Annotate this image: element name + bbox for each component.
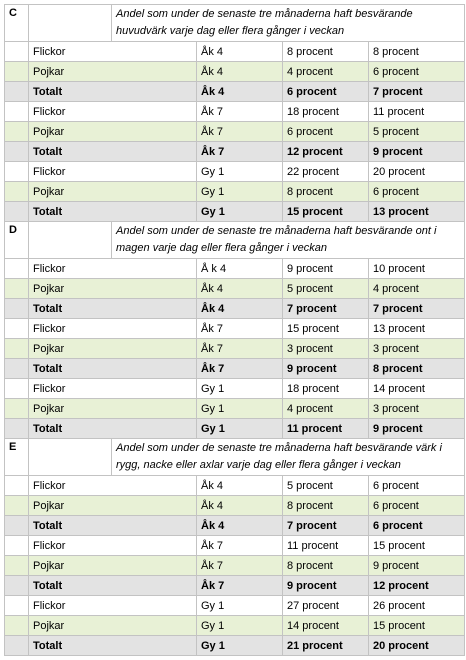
- row-value-1-cell: 11 procent: [283, 536, 369, 556]
- row-blank-cell: [5, 42, 29, 62]
- row-group-cell: Pojkar: [29, 279, 197, 299]
- row-blank-cell: [5, 516, 29, 536]
- row-value-2-cell: 8 procent: [369, 359, 465, 379]
- row-grade-cell: Gy 1: [197, 379, 283, 399]
- row-grade-cell: Gy 1: [197, 182, 283, 202]
- row-blank-cell: [5, 616, 29, 636]
- row-grade-cell: Åk 7: [197, 142, 283, 162]
- table-row: [5, 102, 465, 122]
- row-value-1-cell: 8 procent: [283, 556, 369, 576]
- row-group-cell: Flickor: [29, 596, 197, 616]
- row-value-2-cell: 6 procent: [369, 182, 465, 202]
- row-value-2-cell: 11 procent: [369, 102, 465, 122]
- row-value-1-cell: 18 procent: [283, 102, 369, 122]
- row-grade-cell: Åk 4: [197, 42, 283, 62]
- table-body: [5, 5, 465, 656]
- section-empty-cell: [29, 222, 112, 259]
- row-value-1-cell: 8 procent: [283, 182, 369, 202]
- table-row: [5, 142, 465, 162]
- row-grade-cell: Åk 4: [197, 299, 283, 319]
- row-grade-cell: Åk 4: [197, 279, 283, 299]
- row-blank-cell: [5, 202, 29, 222]
- row-value-1-cell: 21 procent: [283, 636, 369, 656]
- row-value-2-cell: 3 procent: [369, 399, 465, 419]
- row-value-1-cell: 18 procent: [283, 379, 369, 399]
- row-value-1-cell: 5 procent: [283, 476, 369, 496]
- row-value-2-cell: 9 procent: [369, 142, 465, 162]
- row-blank-cell: [5, 279, 29, 299]
- section-header-row: [5, 222, 465, 259]
- row-group-cell: Flickor: [29, 476, 197, 496]
- row-value-2-cell: 14 procent: [369, 379, 465, 399]
- row-value-1-cell: 14 procent: [283, 616, 369, 636]
- table-row: [5, 182, 465, 202]
- row-grade-cell: Gy 1: [197, 596, 283, 616]
- row-grade-cell: Åk 7: [197, 122, 283, 142]
- section-header-row: [5, 439, 465, 476]
- row-blank-cell: [5, 536, 29, 556]
- row-grade-cell: Åk 4: [197, 476, 283, 496]
- row-blank-cell: [5, 636, 29, 656]
- row-grade-cell: Gy 1: [197, 616, 283, 636]
- row-value-2-cell: 4 procent: [369, 279, 465, 299]
- table-row: [5, 496, 465, 516]
- row-blank-cell: [5, 419, 29, 439]
- section-code: E: [5, 439, 29, 476]
- table-row: [5, 419, 465, 439]
- row-value-2-cell: 5 procent: [369, 122, 465, 142]
- row-value-1-cell: 7 procent: [283, 299, 369, 319]
- table-row: [5, 339, 465, 359]
- row-value-2-cell: 6 procent: [369, 476, 465, 496]
- row-value-2-cell: 13 procent: [369, 319, 465, 339]
- row-grade-cell: Åk 7: [197, 359, 283, 379]
- table-row: [5, 556, 465, 576]
- table-row: [5, 319, 465, 339]
- row-blank-cell: [5, 399, 29, 419]
- row-blank-cell: [5, 319, 29, 339]
- row-grade-cell: Åk 7: [197, 576, 283, 596]
- row-value-2-cell: 10 procent: [369, 259, 465, 279]
- table-row: [5, 279, 465, 299]
- row-value-1-cell: 3 procent: [283, 339, 369, 359]
- row-value-2-cell: 6 procent: [369, 516, 465, 536]
- row-grade-cell: Åk 7: [197, 536, 283, 556]
- row-value-2-cell: 15 procent: [369, 616, 465, 636]
- row-group-cell: Flickor: [29, 259, 197, 279]
- section-description: Andel som under de senaste tre månaderna haft besvärande ont i magen varje dag eller flera gånger i veckan: [112, 222, 465, 259]
- table-row: [5, 476, 465, 496]
- section-header-row: [5, 5, 465, 42]
- row-value-2-cell: 6 procent: [369, 62, 465, 82]
- row-blank-cell: [5, 102, 29, 122]
- row-blank-cell: [5, 496, 29, 516]
- row-group-cell: Totalt: [29, 576, 197, 596]
- row-grade-cell: Gy 1: [197, 399, 283, 419]
- table-row: [5, 399, 465, 419]
- row-group-cell: Flickor: [29, 42, 197, 62]
- row-grade-cell: Åk 4: [197, 82, 283, 102]
- row-grade-cell: Gy 1: [197, 419, 283, 439]
- row-group-cell: Totalt: [29, 419, 197, 439]
- section-empty-cell: [29, 5, 112, 42]
- row-blank-cell: [5, 82, 29, 102]
- row-blank-cell: [5, 556, 29, 576]
- row-value-2-cell: 3 procent: [369, 339, 465, 359]
- row-blank-cell: [5, 122, 29, 142]
- row-grade-cell: Åk 4: [197, 62, 283, 82]
- row-group-cell: Flickor: [29, 536, 197, 556]
- row-blank-cell: [5, 259, 29, 279]
- row-group-cell: Pojkar: [29, 62, 197, 82]
- row-grade-cell: Åk 7: [197, 319, 283, 339]
- row-grade-cell: Åk 4: [197, 516, 283, 536]
- row-grade-cell: Gy 1: [197, 202, 283, 222]
- row-group-cell: Totalt: [29, 299, 197, 319]
- table-row: [5, 616, 465, 636]
- row-value-1-cell: 12 procent: [283, 142, 369, 162]
- row-group-cell: Totalt: [29, 82, 197, 102]
- row-blank-cell: [5, 339, 29, 359]
- row-value-1-cell: 8 procent: [283, 496, 369, 516]
- row-blank-cell: [5, 576, 29, 596]
- row-group-cell: Pojkar: [29, 122, 197, 142]
- row-blank-cell: [5, 299, 29, 319]
- row-value-1-cell: 9 procent: [283, 259, 369, 279]
- row-value-1-cell: 9 procent: [283, 576, 369, 596]
- row-grade-cell: Gy 1: [197, 162, 283, 182]
- table-row: [5, 516, 465, 536]
- row-group-cell: Flickor: [29, 379, 197, 399]
- table-row: [5, 636, 465, 656]
- table-row: [5, 62, 465, 82]
- row-group-cell: Pojkar: [29, 616, 197, 636]
- row-value-2-cell: 7 procent: [369, 299, 465, 319]
- row-grade-cell: Åk 7: [197, 556, 283, 576]
- row-blank-cell: [5, 182, 29, 202]
- row-value-1-cell: 6 procent: [283, 122, 369, 142]
- row-value-2-cell: 26 procent: [369, 596, 465, 616]
- table-row: [5, 259, 465, 279]
- table-row: [5, 42, 465, 62]
- row-value-2-cell: 13 procent: [369, 202, 465, 222]
- row-group-cell: Pojkar: [29, 399, 197, 419]
- row-value-2-cell: 9 procent: [369, 419, 465, 439]
- row-group-cell: Flickor: [29, 162, 197, 182]
- row-value-2-cell: 8 procent: [369, 42, 465, 62]
- row-value-2-cell: 20 procent: [369, 162, 465, 182]
- row-value-1-cell: 8 procent: [283, 42, 369, 62]
- statistics-sheet: [4, 4, 464, 656]
- table-row: [5, 122, 465, 142]
- section-description: Andel som under de senaste tre månaderna haft besvärande huvudvärk varje dag eller flera gånger i veckan: [112, 5, 465, 42]
- row-grade-cell: Å k 4: [197, 259, 283, 279]
- row-blank-cell: [5, 162, 29, 182]
- row-blank-cell: [5, 142, 29, 162]
- row-group-cell: Pojkar: [29, 556, 197, 576]
- row-group-cell: Totalt: [29, 202, 197, 222]
- section-empty-cell: [29, 439, 112, 476]
- row-value-1-cell: 4 procent: [283, 399, 369, 419]
- row-value-1-cell: 11 procent: [283, 419, 369, 439]
- row-grade-cell: Åk 7: [197, 102, 283, 122]
- table-row: [5, 359, 465, 379]
- row-group-cell: Flickor: [29, 319, 197, 339]
- row-blank-cell: [5, 379, 29, 399]
- table-row: [5, 576, 465, 596]
- section-code: D: [5, 222, 29, 259]
- row-grade-cell: Åk 7: [197, 339, 283, 359]
- table-row: [5, 162, 465, 182]
- table-row: [5, 379, 465, 399]
- section-description: Andel som under de senaste tre månaderna haft besvärande värk i rygg, nacke eller axlar varje dag eller flera gånger i veckan: [112, 439, 465, 476]
- row-value-2-cell: 6 procent: [369, 496, 465, 516]
- row-value-2-cell: 20 procent: [369, 636, 465, 656]
- row-blank-cell: [5, 62, 29, 82]
- table-row: [5, 596, 465, 616]
- health-statistics-table: [4, 4, 465, 656]
- row-grade-cell: Gy 1: [197, 636, 283, 656]
- table-row: [5, 536, 465, 556]
- row-blank-cell: [5, 596, 29, 616]
- row-group-cell: Totalt: [29, 359, 197, 379]
- row-value-1-cell: 6 procent: [283, 82, 369, 102]
- row-group-cell: Totalt: [29, 636, 197, 656]
- table-row: [5, 82, 465, 102]
- row-group-cell: Totalt: [29, 516, 197, 536]
- row-group-cell: Pojkar: [29, 496, 197, 516]
- table-row: [5, 299, 465, 319]
- row-blank-cell: [5, 359, 29, 379]
- row-value-2-cell: 9 procent: [369, 556, 465, 576]
- row-value-2-cell: 7 procent: [369, 82, 465, 102]
- row-value-1-cell: 5 procent: [283, 279, 369, 299]
- row-grade-cell: Åk 4: [197, 496, 283, 516]
- table-row: [5, 202, 465, 222]
- row-value-2-cell: 15 procent: [369, 536, 465, 556]
- row-value-1-cell: 9 procent: [283, 359, 369, 379]
- row-value-1-cell: 22 procent: [283, 162, 369, 182]
- row-group-cell: Pojkar: [29, 182, 197, 202]
- row-value-1-cell: 27 procent: [283, 596, 369, 616]
- row-value-1-cell: 7 procent: [283, 516, 369, 536]
- row-value-1-cell: 15 procent: [283, 202, 369, 222]
- row-group-cell: Pojkar: [29, 339, 197, 359]
- row-value-1-cell: 15 procent: [283, 319, 369, 339]
- section-code: C: [5, 5, 29, 42]
- row-group-cell: Totalt: [29, 142, 197, 162]
- row-group-cell: Flickor: [29, 102, 197, 122]
- row-value-1-cell: 4 procent: [283, 62, 369, 82]
- row-blank-cell: [5, 476, 29, 496]
- row-value-2-cell: 12 procent: [369, 576, 465, 596]
